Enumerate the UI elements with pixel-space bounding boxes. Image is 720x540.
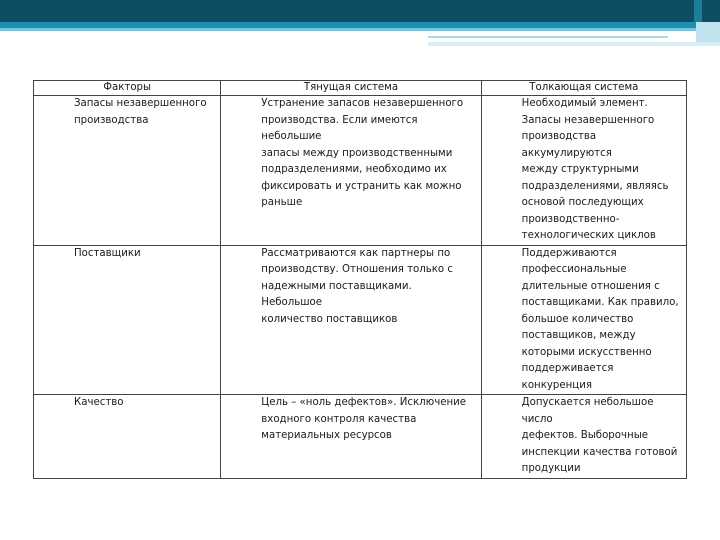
slide-header-accent [694,0,702,22]
table-cell-push [481,395,686,479]
comparison-table [33,80,687,479]
table-cell-factor [34,395,221,479]
table-cell-factor [34,96,221,246]
header-factors: Факторы [34,81,221,96]
table-cell-factor [34,245,221,395]
header-pull-system: Тянущая система [221,81,481,96]
cell-text: Качество [74,397,124,408]
table-cell-pull [221,395,481,479]
slide-header-stripe-light [0,28,696,31]
cell-text: Поставщики [74,247,141,259]
table-cell-push [481,96,686,246]
table-cell-pull [221,245,481,395]
table-cell-push [481,245,686,395]
table-row [34,395,687,479]
cell-text: Необходимый элемент. Запасы незавершенного производства аккумулируются между структурными подразделениями, являясь основой последующих производственно- технологических циклов [521,98,669,241]
header-push-system: Толкающая система [481,81,686,96]
table-row [34,245,687,395]
slide-decor-line [428,36,668,38]
cell-text: Устранение запасов незавершенного производства. Если имеются небольшие запасы между производственными подразделениями, необходимо их фиксировать и устранить как можно раньше [261,98,464,208]
cell-text: Цель – «ноль дефектов». Исключение входного контроля качества материальных ресурсов [261,397,467,441]
slide-header-bar [0,0,720,22]
table-cell-pull [221,96,481,246]
table-header-row [34,81,687,96]
cell-text: Рассматриваются как партнеры по производству. Отношения только с надежными поставщиками. Небольшое количество поставщиков [261,247,453,325]
cell-text: Поддерживаются профессиональные длительные отношения с поставщиками. Как правило, большое количество поставщиков, между которыми искусственно поддерживается конкуренция [521,247,679,391]
cell-text: Запасы незавершенного производства [74,98,207,126]
table-row [34,96,687,246]
cell-text: Допускается небольшое число дефектов. Выборочные инспекции качества готовой продукции [521,397,678,474]
slide-decor-line [428,42,720,46]
